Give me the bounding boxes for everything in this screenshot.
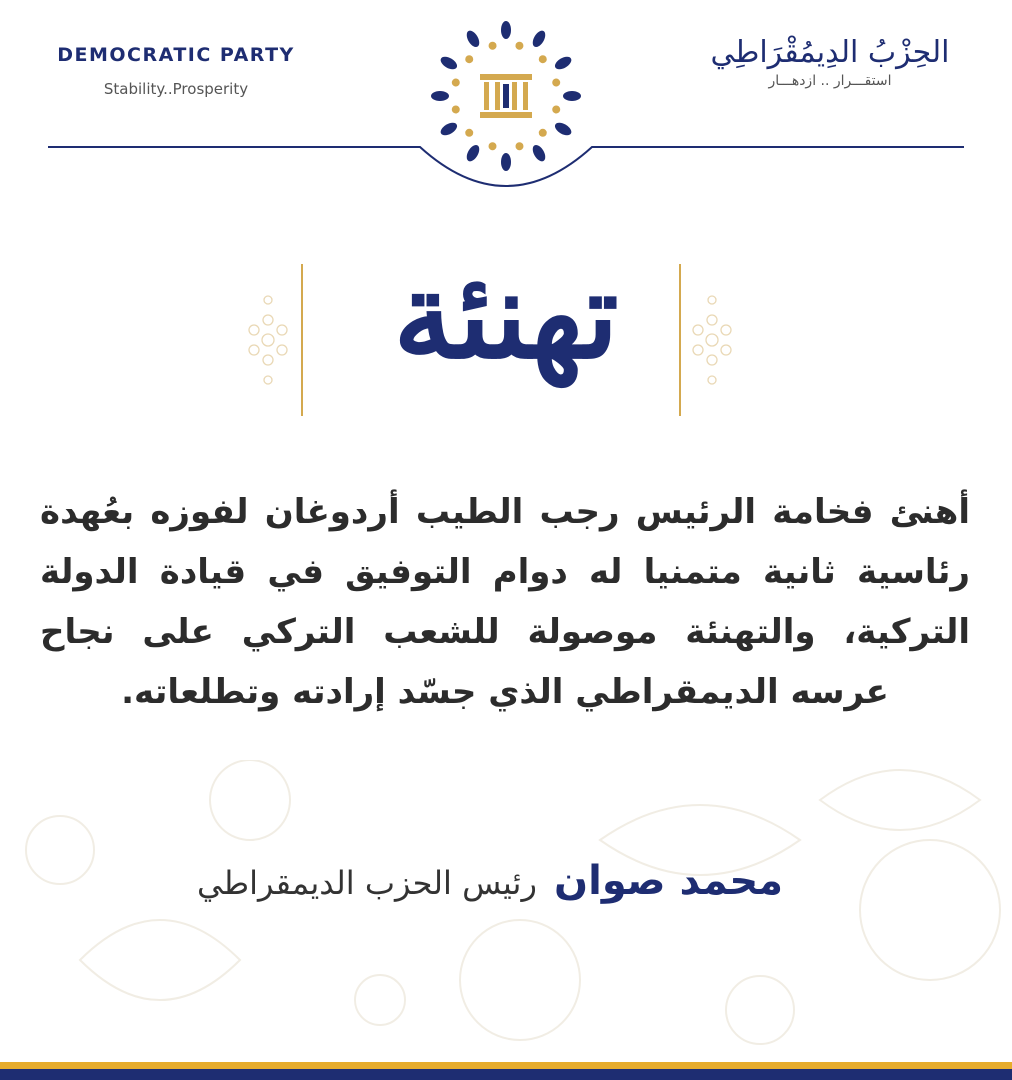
party-name-english-block [46, 44, 306, 98]
greeting-title: تهنئة [393, 245, 619, 386]
party-slogan-english: Stability..Prosperity [103, 80, 249, 98]
signatory-title: رئيس الحزب الديمقراطي [196, 864, 537, 902]
background-pattern [0, 760, 1012, 1060]
party-name-arabic: الحِزْبُ الدِيمُقْرَاطِي [710, 35, 950, 70]
party-name-arabic-block [690, 36, 970, 89]
party-name-english: DEMOCRATIC PARTY [57, 44, 295, 66]
signatory-name: محمد صوان [554, 858, 784, 904]
signature-block [120, 858, 860, 904]
footer-navy-stripe [0, 1069, 1012, 1080]
party-logo [428, 18, 584, 174]
footer-gold-stripe [0, 1062, 1012, 1069]
congratulation-message: أهنئ فخامة الرئيس رجب الطيب أردوغان لفوزه بعُهدة رئاسية ثانية متمنيا له دوام التوفيق في قيادة الدولة التركية، والتهنئة موصولة للشعب التركي على نجاح عرسه الديمقراطي الذي جسّد إرادته وتطلعاته. [40, 492, 970, 712]
party-slogan-arabic: استقـــرار .. ازدهـــار [768, 73, 892, 89]
